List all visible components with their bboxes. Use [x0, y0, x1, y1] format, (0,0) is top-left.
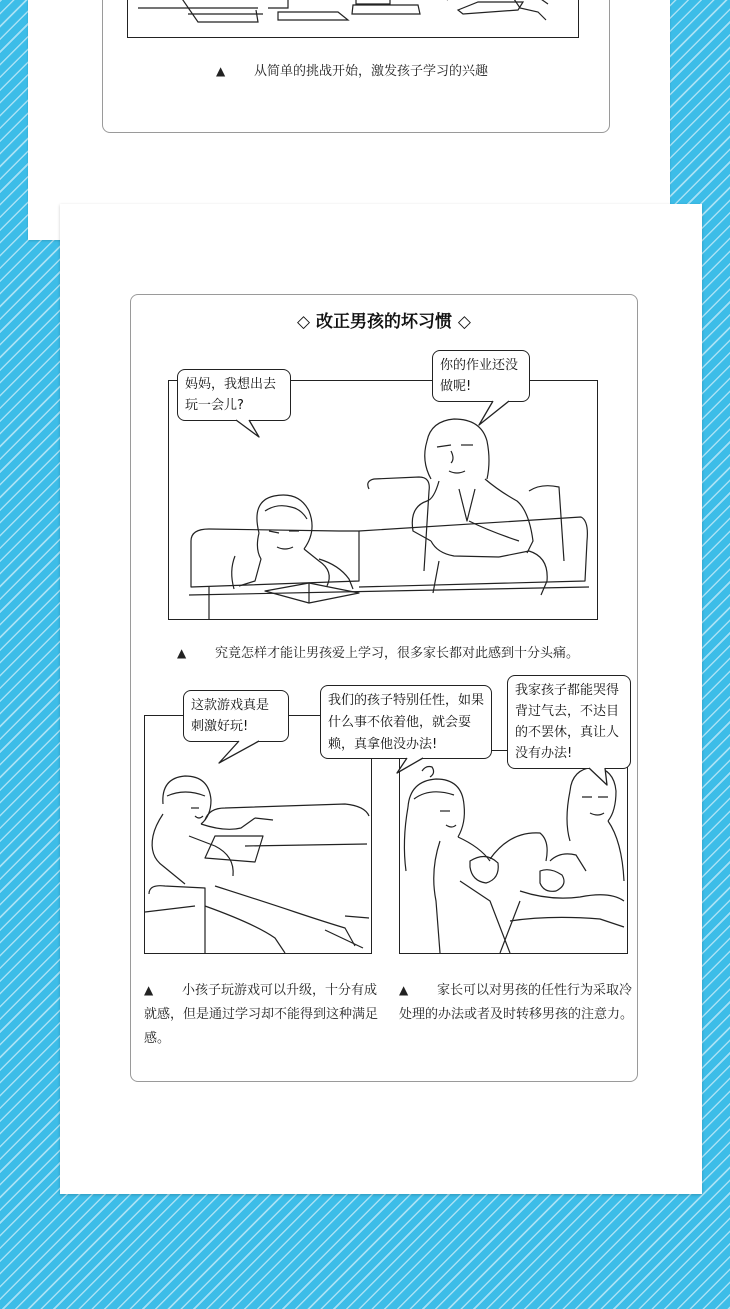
speech-bubble-parent-left [320, 685, 492, 759]
front-page [60, 204, 702, 1194]
bubble-text: 我家孩子都能哭得背过气去，不达目的不罢休，真让人没有办法! [515, 683, 620, 761]
panel-gaming-caption [144, 978, 384, 1051]
panel-parents-chat-drawing [400, 751, 627, 953]
speech-bubble-child-request [177, 369, 291, 421]
caption-text: 小孩子玩游戏可以升级，十分有成就感，但是通过学习却不能得到这种满足感。 [144, 983, 379, 1046]
bubble-text: 我们的孩子特别任性，如果什么事不依着他，就会耍赖，真拿他没办法! [328, 693, 485, 752]
caption-marker: ▲ [177, 646, 187, 660]
panel-parents-caption [399, 978, 637, 1027]
caption-text: 究竟怎样才能让男孩爱上学习，很多家长都对此感到十分头痛。 [215, 646, 580, 661]
panel-parents-chat-scene [399, 750, 628, 954]
bubble-text: 你的作业还没做呢! [440, 358, 519, 394]
speech-bubble-mother-reply [432, 350, 530, 402]
top-illustration-drawing [128, 0, 578, 37]
top-caption-text: 从简单的挑战开始，激发孩子学习的兴趣 [254, 64, 489, 79]
bubble-text: 妈妈，我想出去玩一会儿? [185, 377, 277, 413]
top-illustration-panel [127, 0, 579, 38]
caption-marker: ▲ [216, 64, 226, 78]
speech-bubble-game-fun [183, 690, 289, 742]
top-caption [216, 59, 488, 84]
speech-bubble-parent-right [507, 675, 631, 769]
caption-marker: ▲ [144, 983, 154, 997]
comic-section-box [130, 294, 638, 1082]
panel-homework-caption [177, 641, 579, 666]
caption-marker: ▲ [399, 983, 409, 997]
caption-text: 家长可以对男孩的任性行为采取冷处理的办法或者及时转移男孩的注意力。 [399, 983, 634, 1022]
section-title: ◇ 改正男孩的坏习惯 ◇ [297, 312, 471, 332]
bubble-text: 这款游戏真是刺激好玩! [191, 698, 270, 734]
top-illustration-box [102, 0, 610, 133]
